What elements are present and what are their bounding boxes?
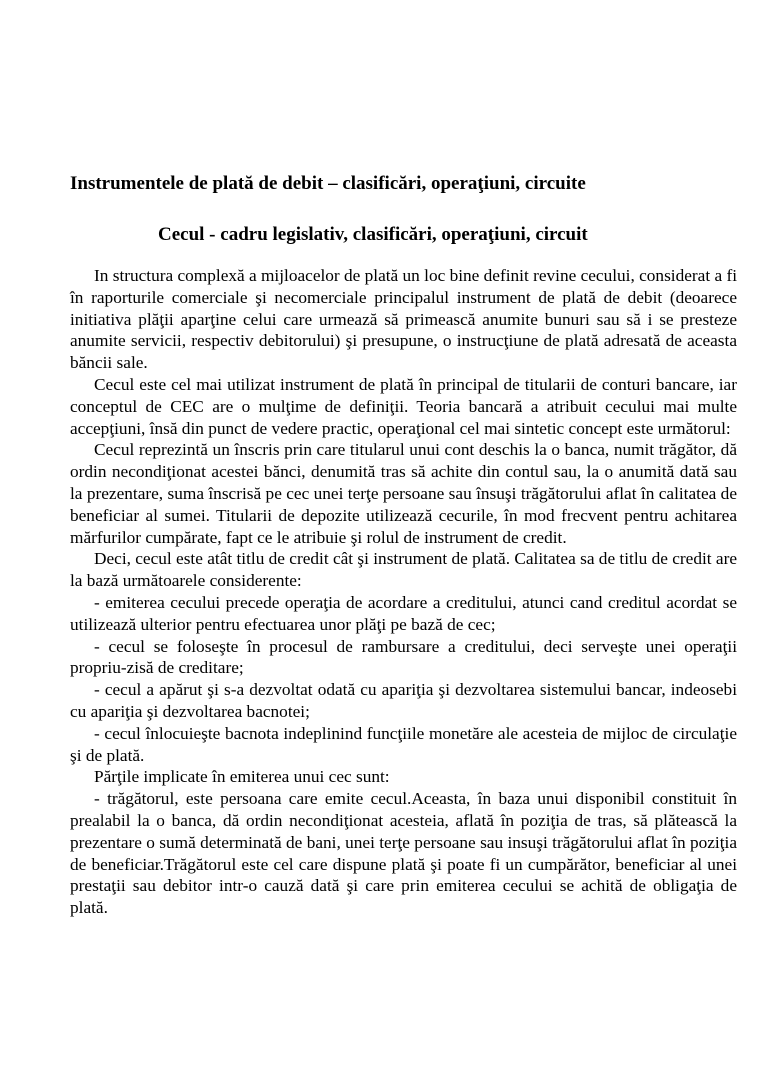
list-item: - cecul înlocuieşte bacnota indeplinind funcţiile monetăre ale acesteia de mijloc de circulaţie şi de plată. <box>70 723 737 765</box>
paragraph: Cecul este cel mai utilizat instrument de plată în principal de titularii de conturi bancare, iar conceptul de CEC are o mulţime de definiţii. Teoria bancară a atribuit cecului mai multe accepţiuni, însă din punct de vedere practic, operaţional cel mai sintetic concept este următorul: <box>70 374 737 438</box>
list-item: - emiterea cecului precede operaţia de acordare a creditului, atunci cand creditul acordat se utilizează ulterior pentru efectuarea unor plăţi pe bază de cec; <box>70 592 737 634</box>
document-title: Instrumentele de plată de debit – clasificări, operaţiuni, circuite <box>70 173 586 194</box>
paragraph: Deci, cecul este atât titlu de credit cât şi instrument de plată. Calitatea sa de titlu de credit are la bază următoarele considerente: <box>70 549 737 591</box>
list-item: - cecul a apărut şi s-a dezvoltat odată cu apariţia şi dezvoltarea sistemului bancar, indeosebi cu apariţia şi dezvoltarea bacnotei; <box>70 680 737 721</box>
paragraph: In structura complexă a mijloacelor de plată un loc bine definit revine cecului, considerat a fi în raporturile comerciale şi necomerciale principalul instrument de plată de debit (deoarece initiativa plăţii aparţine celui care urmează să primească anumite bunuri sau să i se presteze anumite servicii, respectiv debitorului) şi presupune, o instrucţiune de plată adresată de aceasta băncii sale. <box>70 266 737 373</box>
paragraph: Părţile implicate în emiterea unui cec sunt: <box>94 767 390 787</box>
list-item: - cecul se foloseşte în procesul de rambursare a creditului, deci serveşte unei operaţii propriu-zisă de creditare; <box>70 636 737 678</box>
paragraph: Cecul reprezintă un înscris prin care titularul unui cont deschis la o banca, numit trăgător, dă ordin necondiţionat acestei bănci, denumită tras să achite din contul sau, la o anumită dată sau la prezentare, suma înscrisă pe cec unei terţe persoane sau însuşi trăgătorului aflat în calitatea de beneficiar al sumei. Titularii de depozite utilizează cecurile, în mod frecvent pentru achitarea mărfurilor cumpărate, fapt ce le atribuie şi rolul de instrument de credit. <box>70 440 737 547</box>
list-item: - trăgătorul, este persoana care emite cecul.Aceasta, în baza unui disponibil constituit în prealabil la o banca, dă ordin necondiţionat acesteia, aflată în poziţia de tras, să plătească la prezentare o sumă determinată de bani, unei terţe persoane sau insuşi trăgătorului aflat în poziţia de beneficiar.Trăgătorul este cel care dispune plată şi poate fi un cumpărător, beneficiar al unei prestaţii sau debitor intr-o cauză dată şi care prin emiterea cecului se achită de obligaţia de plată. <box>70 789 737 918</box>
document-body <box>70 265 737 919</box>
document-subtitle: Cecul - cadru legislativ, clasificări, operaţiuni, circuit <box>158 224 588 245</box>
